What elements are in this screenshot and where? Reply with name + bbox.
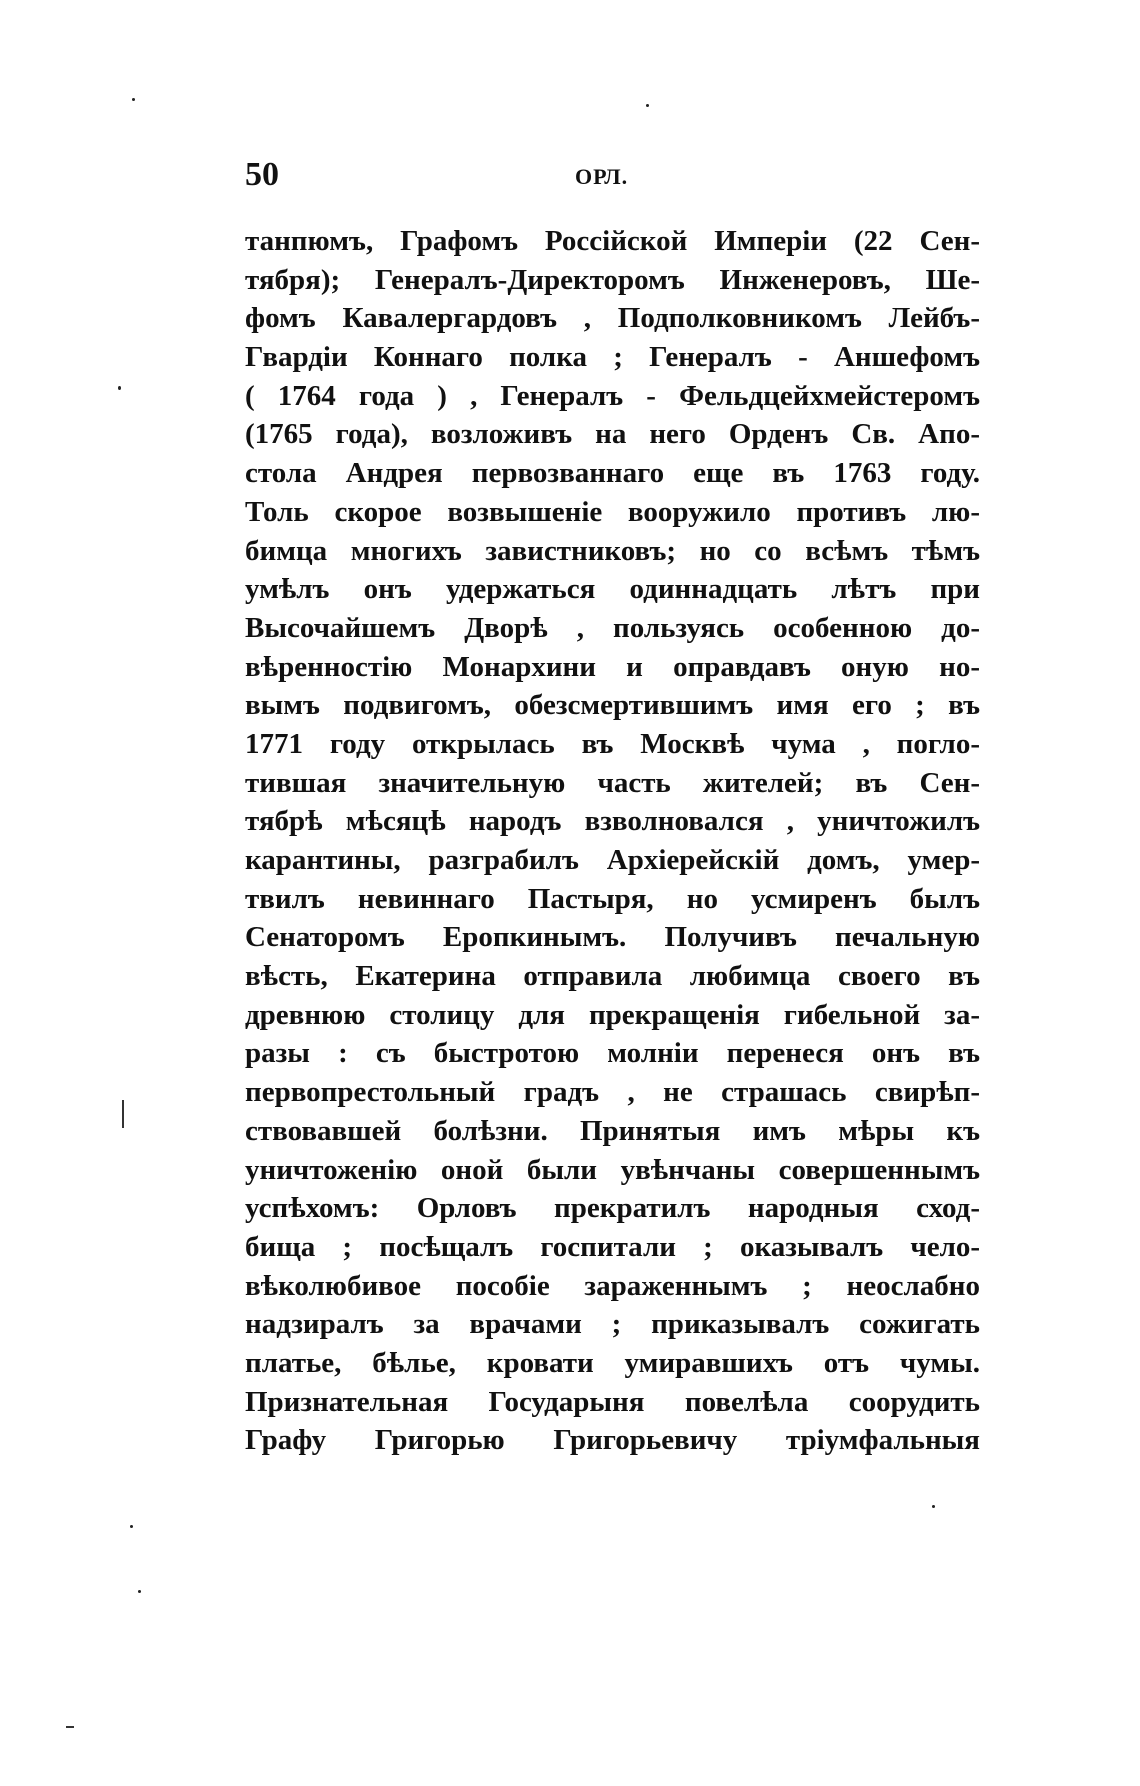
text-line: бимца многихъ завистниковъ; но со всѣмъ тѣмъ [245, 534, 980, 567]
scan-speck [118, 386, 121, 390]
text-line: Признательная Государыня повелѣла соорудить [245, 1385, 980, 1418]
text-line: тября); Генералъ-Директоромъ Инженеровъ, Ше- [245, 263, 980, 296]
scan-speck [932, 1505, 935, 1508]
text-line: (1765 года), возложивъ на него Орденъ Св. Апо- [245, 418, 980, 451]
scan-speck [132, 98, 135, 101]
scan-speck [130, 1525, 133, 1528]
text-line: фомъ Кавалергардовъ , Подполковникомъ Лейбъ- [245, 302, 980, 335]
text-line: твилъ невиннаго Пастыря, но усмиренъ былъ [245, 882, 980, 915]
scan-speck [646, 104, 649, 107]
text-line: бища ; посѣщалъ госпитали ; оказывалъ чело- [245, 1230, 980, 1263]
text-line: ( 1764 года ) , Генералъ - Фельдцейхмейстеромъ [245, 379, 980, 412]
text-line: вѣсть, Екатерина отправила любимца своего въ [245, 960, 980, 993]
scan-speck [138, 1590, 141, 1593]
text-line: вѣренностію Монархини и оправдавъ оную но- [245, 650, 980, 683]
text-line: Графу Григорью Григорьевичу тріумфальныя [245, 1424, 980, 1457]
text-line: разы : съ быстротою молніи перенеся онъ въ [245, 1037, 980, 1070]
text-line: уничтоженію оной были увѣнчаны совершеннымъ [245, 1153, 980, 1186]
text-line: тябрѣ мѣсяцѣ народъ взволновался , уничтожилъ [245, 805, 980, 838]
margin-mark [122, 1100, 124, 1128]
text-line: стола Андрея первозваннаго еще въ 1763 году. [245, 457, 980, 490]
text-line: танпюмъ, Графомъ Россійской Имперіи (22 Сен- [245, 225, 980, 257]
body-text [245, 222, 980, 1460]
text-line: успѣхомъ: Орловъ прекратилъ народныя сход- [245, 1192, 980, 1225]
text-line: Сенаторомъ Еропкинымъ. Получивъ печальную [245, 921, 980, 954]
text-line: вымъ подвигомъ, обезсмертившимъ имя его ; въ [245, 689, 980, 722]
page-header [245, 150, 980, 200]
text-line: надзиралъ за врачами ; приказывалъ сожигать [245, 1308, 980, 1341]
text-line: 1771 году открылась въ Москвѣ чума , погло- [245, 727, 980, 760]
text-line: вѣколюбивое пособіе зараженнымъ ; неослабно [245, 1269, 980, 1302]
text-line: карантины, разграбилъ Архіерейскій домъ, умер- [245, 844, 980, 876]
text-line: ствовавшей болѣзни. Принятыя имъ мѣры къ [245, 1114, 980, 1147]
text-line: Толь скорое возвышеніе вооружило противъ лю- [245, 495, 980, 528]
text-line: первопрестольный градъ , не страшась свирѣп- [245, 1076, 980, 1109]
text-line: Гвардіи Коннаго полка ; Генералъ - Аншефомъ [245, 341, 980, 374]
text-line: древнюю столицу для прекращенія гибельной за- [245, 998, 980, 1031]
text-line: Высочайшемъ Дворѣ , пользуясь особенною до- [245, 611, 980, 644]
running-head: ОРЛ. [575, 164, 629, 189]
margin-mark [66, 1726, 74, 1728]
page-number: 50 [245, 156, 279, 193]
text-line: платье, бѣлье, кровати умиравшихъ отъ чумы. [245, 1346, 980, 1379]
text-line: тившая значительную часть жителей; въ Сен- [245, 766, 980, 799]
text-line: умѣлъ онъ удержаться одиннадцать лѣтъ при [245, 573, 980, 606]
